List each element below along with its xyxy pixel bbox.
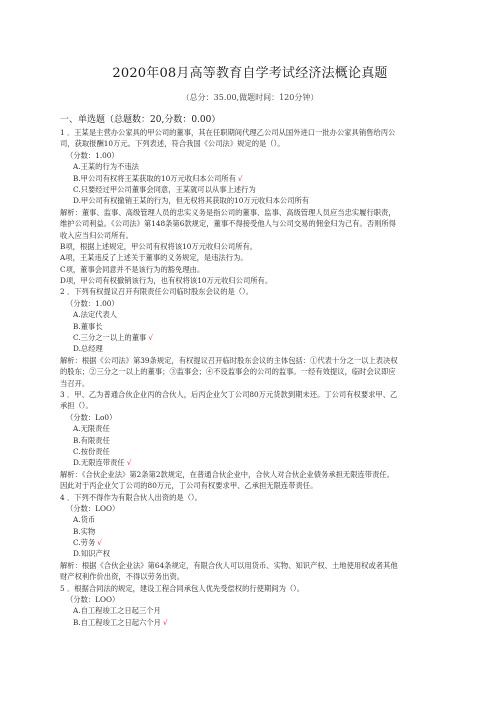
line-text: D.无限连带责任 — [73, 458, 125, 468]
line-text: C.只要经过甲公司董事会同意，王某就可以从事上述行为 — [73, 184, 256, 194]
line-text: 解析：根据《公司法》第39条规定，有权提议召开临时股东会议的主体包括：①代表十分之一以上表决权 — [60, 355, 398, 365]
score-line — [60, 412, 444, 423]
line-text: D项，甲公司有权撤销该行为，也有权将该10万元收归公司所有。 — [60, 276, 273, 286]
line-text: 3 ．甲、乙为普通合伙企业丙的合伙人，后丙企业欠丁公司80万元货款到期未还。丁公司有权要求甲、乙 — [60, 389, 398, 399]
line-text: 解析：根据《合伙企业法》第64条规定，有限合伙人可以用货币、实物、知识产权、土地使用权或者其他 — [60, 560, 398, 570]
section-heading: 一、单选题（总题数：20,分数：0.00） — [60, 115, 221, 125]
text-line — [60, 275, 444, 286]
line-text: 承担（）。 — [60, 401, 93, 411]
line-text: （分数：Lo0） — [66, 412, 117, 422]
answer-option — [60, 321, 444, 332]
line-text: C.按份责任 — [73, 446, 110, 456]
line-text: A.王某的行为不违法 — [73, 162, 139, 172]
score-line — [60, 503, 444, 514]
correct-answer-checkmark: √ — [126, 458, 132, 468]
line-text: 2 ．下列有权提议召开有限责任公司临时股东会议的是（）。 — [60, 287, 254, 297]
line-text: D.知识产权 — [73, 549, 111, 559]
answer-option — [60, 435, 444, 446]
answer-option — [60, 161, 444, 172]
line-text: A.自工程竣工之日起三个月 — [73, 606, 161, 616]
line-text: D.总经理 — [73, 344, 103, 354]
answer-option — [60, 309, 444, 320]
correct-answer-checkmark: √ — [237, 173, 243, 183]
line-text: 维护公司利益。《公司法》第148条第6款规定，董事不得接受他人与公司交易的佣金归为己有。否则所得 — [60, 219, 396, 229]
line-text: 因此对于丙企业欠丁公司的80万元，丁公司有权要求甲、乙承担无限连带责任。 — [60, 481, 318, 491]
question-content — [60, 127, 444, 628]
answer-option — [60, 343, 444, 354]
correct-answer-checkmark: √ — [148, 333, 153, 343]
text-line — [60, 207, 444, 218]
correct-answer-checkmark: √ — [97, 538, 102, 548]
answer-option — [60, 195, 444, 206]
text-line — [60, 230, 444, 241]
line-text: C.劳务 — [73, 538, 96, 548]
answer-option — [60, 605, 444, 616]
line-text: 司，获取报酬10万元。下列表述，符合我国《公司法》规定的是（）。 — [60, 139, 285, 149]
line-text: A.无限责任 — [73, 424, 110, 434]
line-text: 财产权利作价出资，不得以劳务出资。 — [60, 572, 185, 582]
score-line — [60, 150, 444, 161]
text-line — [60, 127, 444, 138]
line-text: B.董事长 — [73, 321, 103, 331]
line-text: 5 ．根据合同法的规定，建设工程合同承包人优先受偿权的行使期间为（）。 — [60, 583, 305, 593]
answer-option — [60, 457, 444, 468]
text-line — [60, 400, 444, 411]
answer-option — [60, 548, 444, 559]
line-text: B.有限责任 — [73, 435, 110, 445]
answer-option — [60, 184, 444, 195]
text-line — [60, 571, 444, 582]
line-text: （分数：1.00） — [66, 298, 119, 308]
score-line — [60, 298, 444, 309]
answer-option — [60, 332, 444, 343]
line-text: D.甲公司有权撤销王某的行为，但无权将其获取的10万元收归本公司所有 — [73, 196, 310, 206]
text-line — [60, 355, 444, 366]
line-text: C项，董事会同意并不是该行为的豁免理由。 — [60, 264, 205, 274]
answer-option — [60, 514, 444, 525]
text-line — [60, 264, 444, 275]
text-line — [60, 480, 444, 491]
text-line — [60, 560, 444, 571]
answer-option — [60, 423, 444, 434]
line-text: A项，王某违反了上述关于董事的义务规定，是违法行为。 — [60, 253, 248, 263]
line-text: 1 ．王某是主营办公家具的甲公司的董事，其在任职期间代理乙公司从国外进口一批办公家具销售给丙公 — [60, 128, 396, 137]
line-text: A.法定代表人 — [73, 310, 118, 320]
text-line — [60, 218, 444, 229]
line-text: B.甲公司有权将王某获取的10万元收归本公司所有 — [73, 173, 236, 183]
line-text: B.自工程竣工之日起六个月 — [73, 617, 161, 627]
line-text: 解析：董事、监事、高级管理人员的忠实义务是指公司的董事、监事、高级管理人员应当忠实履行职责， — [60, 207, 396, 217]
document-subtitle: （总分：35.00,做题时间：120分钟） — [181, 93, 319, 102]
answer-option — [60, 617, 444, 628]
line-text: （分数：LOO） — [66, 595, 120, 605]
text-line — [60, 583, 444, 594]
line-text: 的股东；②三分之一以上的董事；③监事会；④不设监事会的公司的监事。一经有效提议，临时会议即应 — [60, 367, 396, 377]
text-line — [60, 366, 444, 377]
text-line — [60, 241, 444, 252]
correct-answer-checkmark: √ — [162, 617, 168, 627]
text-line — [60, 378, 444, 389]
answer-option — [60, 173, 444, 184]
line-text: （分数：LOO） — [66, 503, 120, 513]
document-title: 2020年08月高等教育自学考试经济法概论真题 — [112, 66, 388, 81]
line-text: 当召开。 — [60, 378, 90, 388]
line-text: B.实物 — [73, 526, 96, 536]
answer-option — [60, 446, 444, 457]
text-line — [60, 252, 444, 263]
line-text: A.货币 — [73, 515, 96, 525]
line-text: 收入应当归公司所有。 — [60, 230, 133, 240]
text-line — [60, 492, 444, 503]
text-line — [60, 469, 444, 480]
line-text: C.三分之一以上的董事 — [73, 333, 147, 343]
text-line — [60, 286, 444, 297]
text-line — [60, 389, 444, 400]
line-text: B项，根据上述规定，甲公司有权将该10万元收归公司所有。 — [60, 241, 258, 251]
score-line — [60, 594, 444, 605]
line-text: 4 ．下列不得作为有限合伙人出资的是（）。 — [60, 492, 202, 502]
answer-option — [60, 537, 444, 548]
answer-option — [60, 526, 444, 537]
line-text: （分数：1.00） — [66, 150, 119, 160]
line-text: 解析：《合伙企业法》第2条第2款规定，在普通合伙企业中，合伙人对合伙企业债务承担无限连带责任。 — [60, 469, 394, 479]
text-line — [60, 138, 444, 149]
